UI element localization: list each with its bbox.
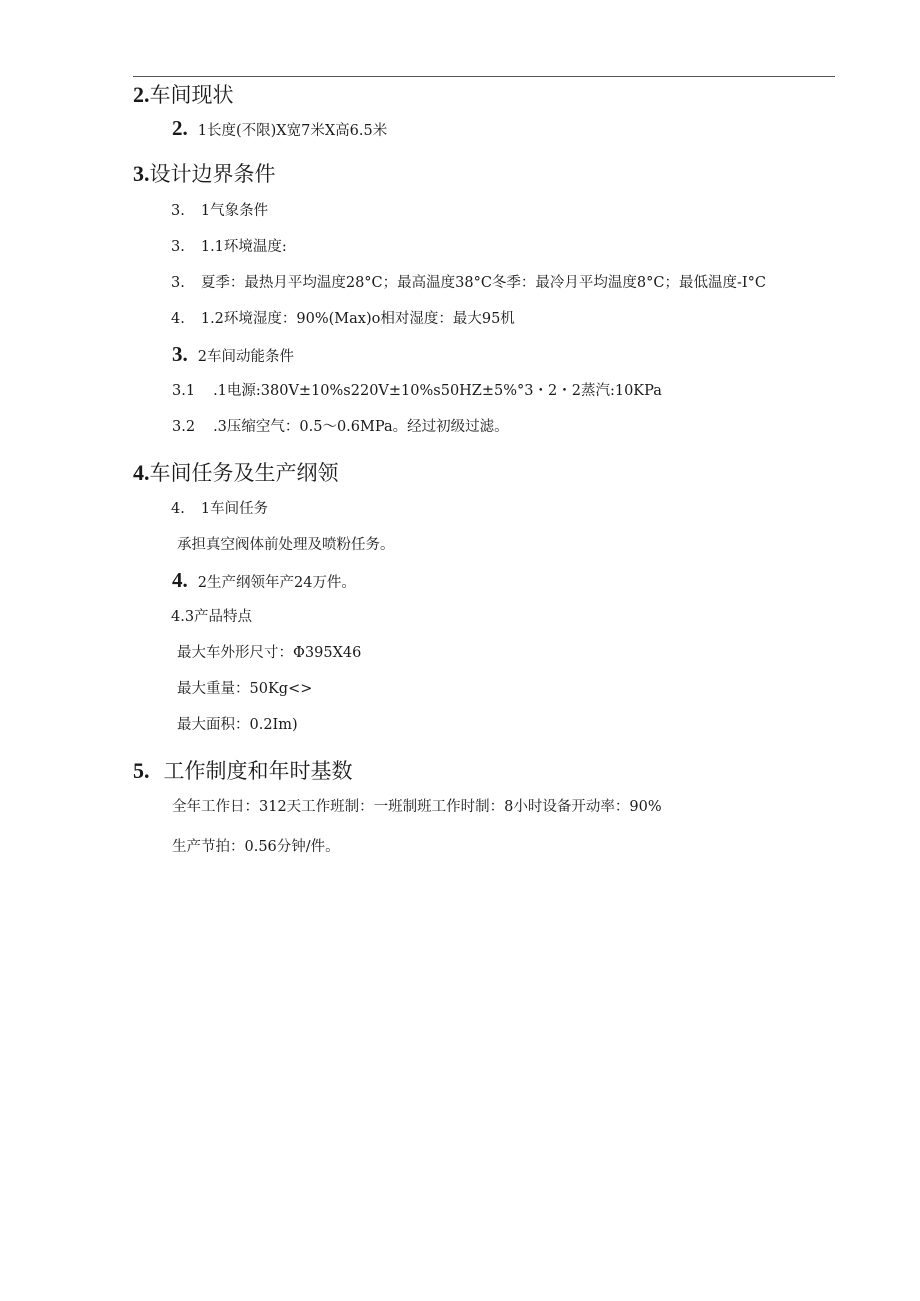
line-text: 最大面积：0.2Im) (177, 717, 298, 733)
section-5-line-1 (172, 800, 662, 815)
line-number: 3. (171, 203, 185, 219)
section-2-title: 车间现状 (149, 83, 234, 107)
section-4-heading (133, 462, 339, 484)
line-text: 2车间动能条件 (197, 349, 294, 365)
section-5-title: 工作制度和年时基数 (163, 759, 353, 783)
section-4-line-6 (177, 682, 312, 697)
line-number: 3. (172, 342, 188, 366)
section-3-line-7 (172, 420, 509, 435)
line-text: 承担真空阀体前处理及喷粉任务。 (177, 537, 395, 553)
section-3-line-4 (171, 312, 515, 327)
line-text: 全年工作日：312天工作班制：一班制班工作时制：8小时设备开动率：90% (172, 799, 662, 815)
section-2-heading (133, 84, 234, 106)
line-number: 4. (171, 501, 185, 517)
section-4-line-4 (171, 610, 252, 625)
line-text: 夏季：最热月平均温度28°C；最高温度38°C冬季：最冷月平均温度8°C；最低温度-I°C (200, 275, 766, 291)
section-3-line-1 (171, 204, 268, 219)
line-text: 4.3产品特点 (171, 609, 253, 625)
line-text: .1电源:380V±10%s220V±10%s50HZ±5%°3・2・2蒸汽:10KPa (213, 383, 662, 399)
section-4-number: 4. (133, 460, 150, 485)
line-text: 最大重量：50Kg<> (177, 681, 313, 697)
section-5-line-2 (172, 840, 340, 855)
section-3-line-3 (171, 276, 766, 291)
section-2-item-number: 2. (172, 116, 188, 140)
line-text: 2生产纲领年产24万件。 (197, 575, 356, 591)
section-4-line-1 (171, 502, 268, 517)
section-5-heading (133, 760, 353, 782)
line-number: 4. (171, 311, 185, 327)
section-3-title: 设计边界条件 (149, 162, 276, 186)
line-number: 3.1 (172, 383, 196, 399)
section-4-title: 车间任务及生产纲领 (149, 461, 339, 485)
line-text: 生产节拍：0.56分钟/件。 (172, 839, 340, 855)
section-4-line-7 (177, 718, 298, 733)
line-number: 3.2 (172, 419, 196, 435)
line-text: 最大车外形尺寸：Φ395X46 (177, 645, 362, 661)
section-5-number: 5. (133, 758, 150, 783)
section-3-number: 3. (133, 161, 150, 186)
line-number: 3. (171, 275, 185, 291)
section-4-line-5 (177, 646, 361, 661)
line-number: 3. (171, 239, 185, 255)
section-3-heading (133, 163, 276, 185)
section-4-line-2 (177, 538, 395, 553)
section-3-line-6 (172, 384, 662, 399)
line-text: .3压缩空气：0.5～0.6MPa。经过初级过滤。 (213, 419, 509, 435)
section-3-line-5 (172, 344, 294, 365)
line-number: 4. (172, 568, 188, 592)
line-text: 1.1环境温度: (200, 239, 287, 255)
section-3-line-2 (171, 240, 287, 255)
section-4-line-3 (172, 570, 356, 591)
section-2-item-text: 1长度(不限)X宽7米X高6.5米 (197, 123, 388, 139)
line-text: 1车间任务 (200, 501, 269, 517)
section-2-item (172, 118, 387, 139)
line-text: 1.2环境湿度：90%(Max)o相对湿度：最大95机 (200, 311, 515, 327)
section-2-number: 2. (133, 82, 150, 107)
line-text: 1气象条件 (200, 203, 269, 219)
header-rule (133, 76, 835, 77)
